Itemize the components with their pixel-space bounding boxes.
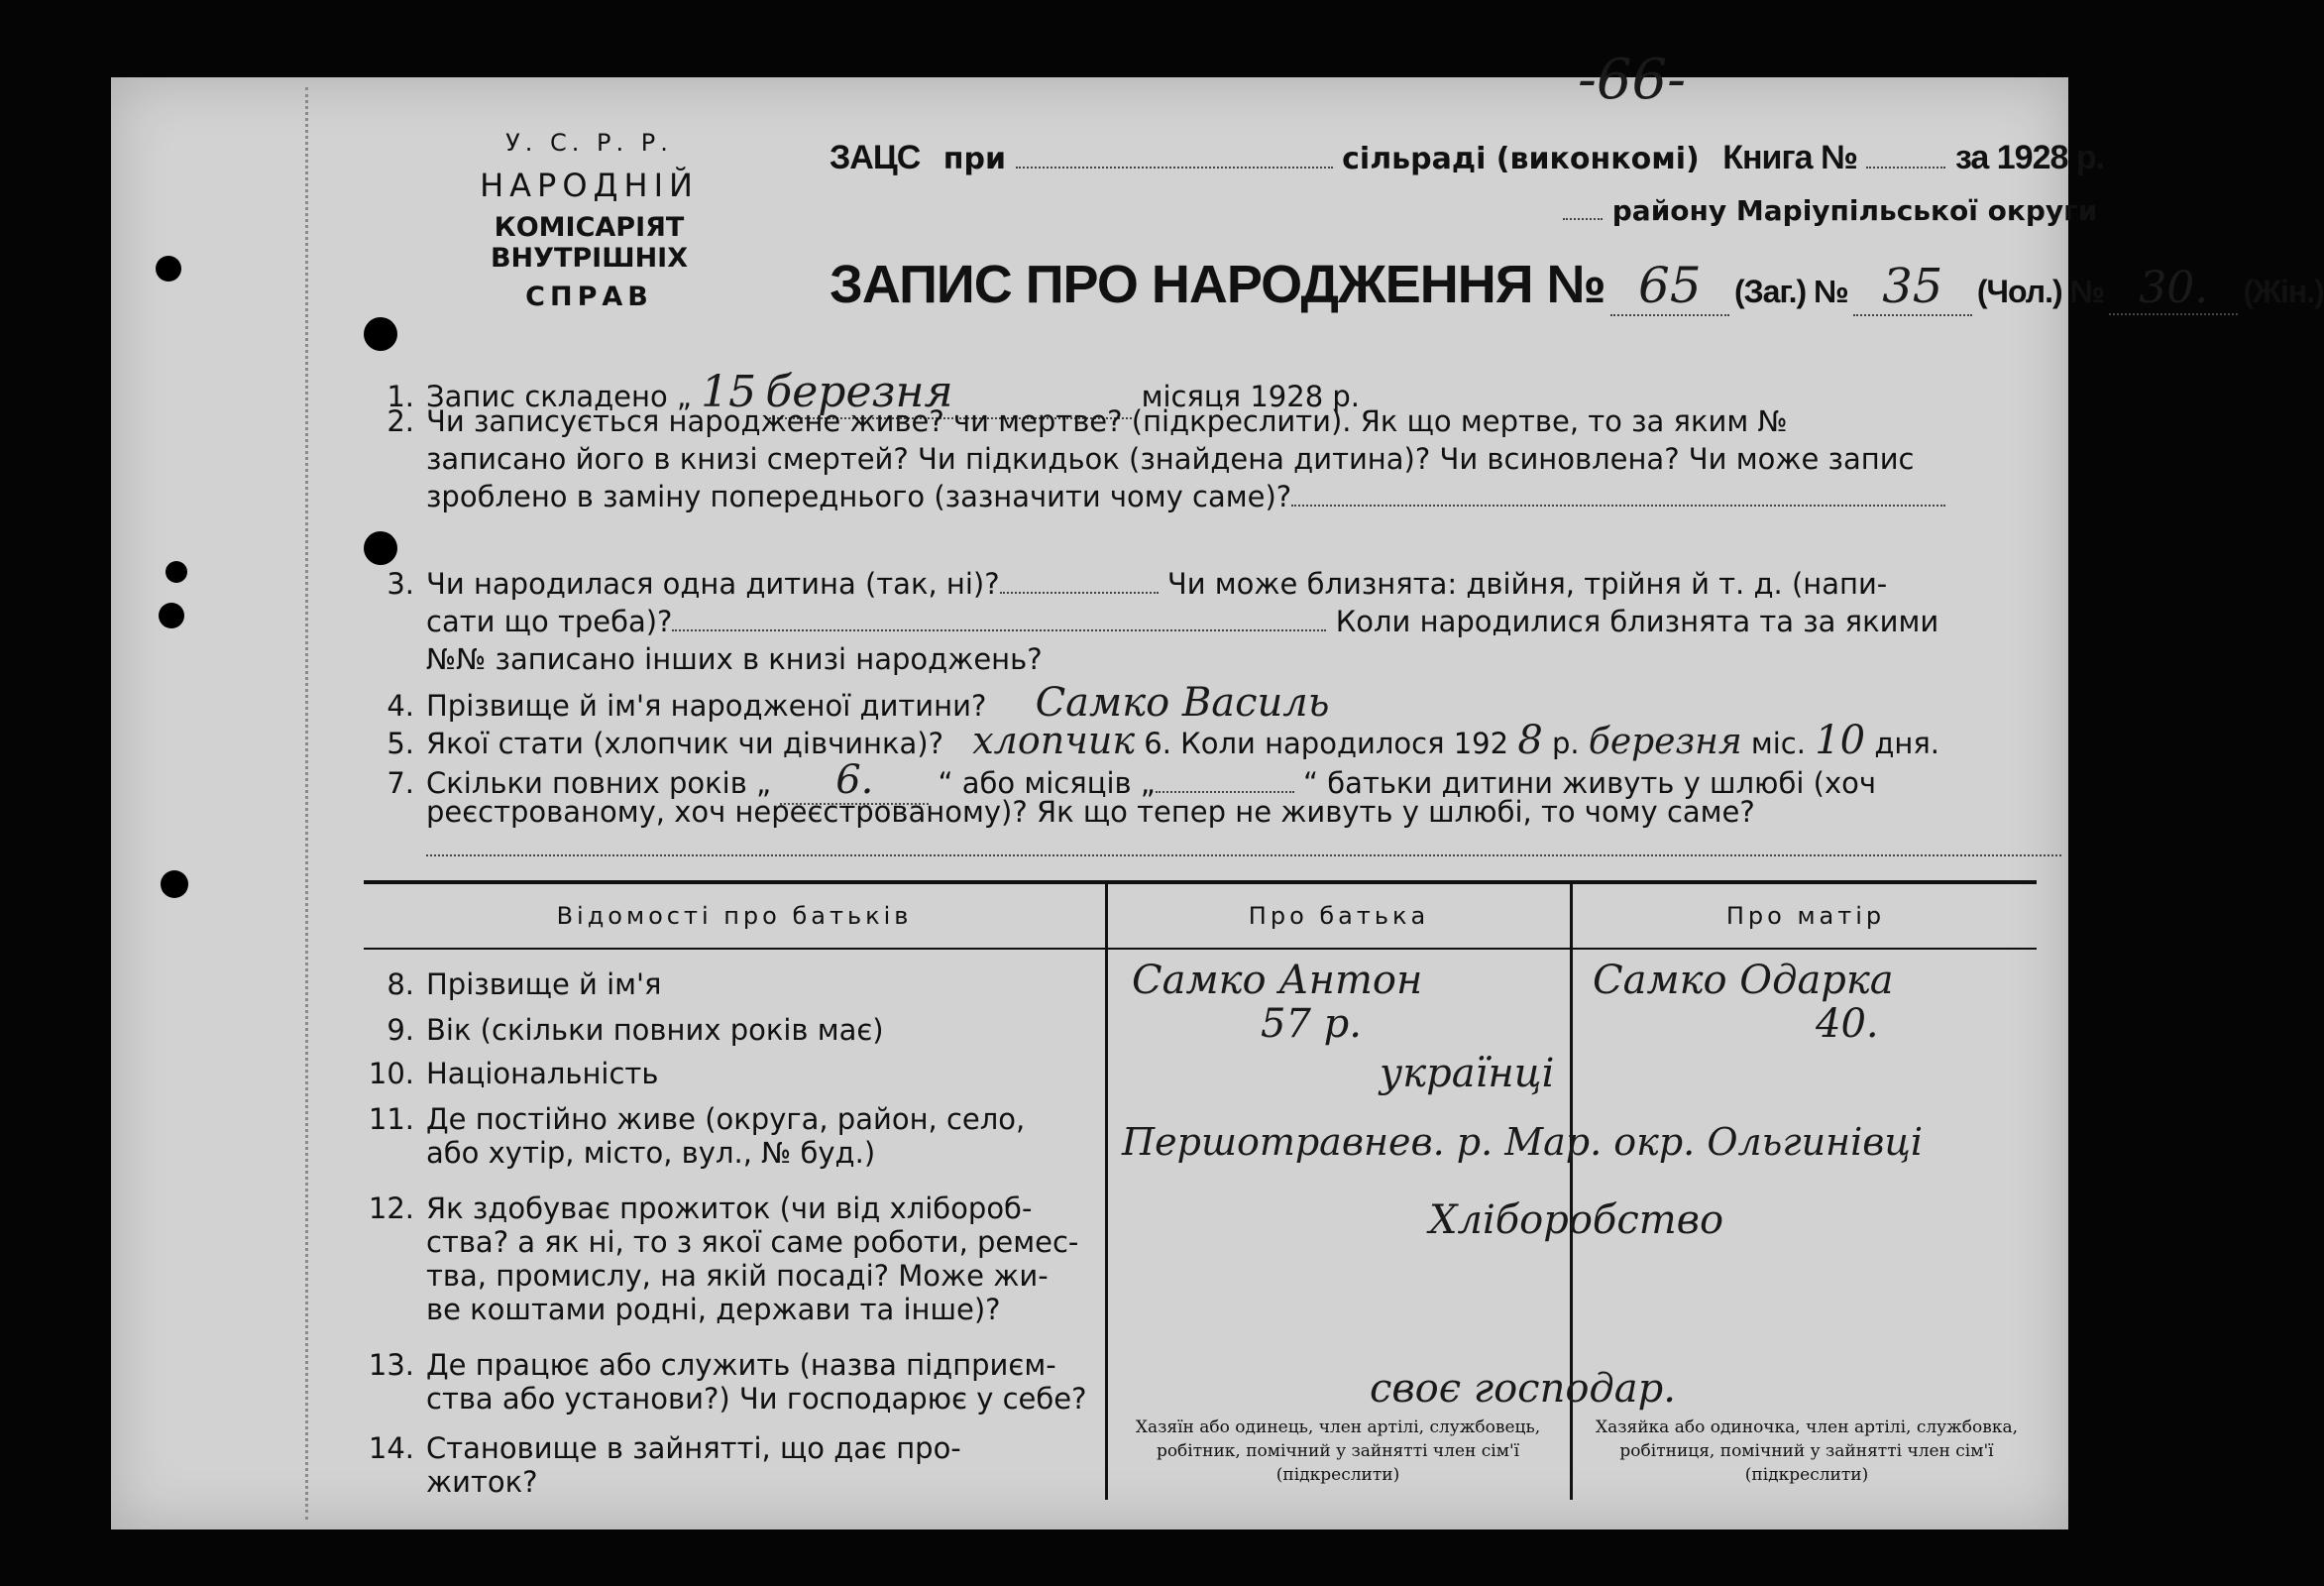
zags-label: ЗАЦС [830,139,921,176]
mother-name: Самко Одарка [1593,958,1894,1003]
punch-hole [156,256,181,282]
question-3-line2: сати що треба)? Коли народилися близнята та за якими [426,605,1939,638]
table-row-14-line2: житок? [426,1465,538,1499]
table-row-10: 10. Національність [368,1057,659,1090]
header-line [830,139,2104,177]
book-label: Книга № [1722,139,1857,176]
question-2-line2: записано його в книзі смертей? Чи підкидьок (знайдена дитина)? Чи всиновлена? Чи може запис [426,442,1915,476]
marriage-years: 6. [780,757,929,805]
table-row-9: 9. Вік (скільки повних років має) [387,1013,884,1047]
punch-hole [159,603,184,628]
table-row-12-line3: тва, промислу, на якій посаді? Може жи- [426,1259,1049,1293]
birth-month: березня [1588,722,1742,762]
table-top-rule [364,880,2037,884]
birth-day: 10 [1815,718,1866,763]
child-sex: хлопчик [972,719,1136,762]
district-line [1563,194,2097,227]
punch-hole [364,317,397,351]
table-row-12: 12. Як здобуває прожиток (чи від хлібороб- [368,1191,1033,1225]
ministry-line4: СПРАВ [525,282,653,312]
year-label: за 1928 р. [1954,139,2105,176]
table-row-12-line2: ства? а як ні, то з якої саме роботи, ремес- [426,1225,1079,1259]
perforation-line [305,87,308,1520]
mother-status-options: Хазяйка або одиночка, член артілі, службовка, робітниця, помічний у зайнятті член сім'ї (підкреслити) [1595,1417,2019,1485]
record-title-line [830,254,2324,316]
q1-month: березня [765,367,1132,419]
ministry-line2: НАРОДНІЙ [480,167,699,204]
workplace: своє господар. [1370,1366,1676,1412]
table-row-13: 13. Де працює або служить (назва підприєм- [368,1348,1056,1382]
table-col-divider [1105,880,1108,1500]
question-7: 7. Скільки повних років „ 6. “ або місяців „ “ батьки дитини живуть у шлюбі (хоч [387,757,1876,803]
ministry-block [418,129,760,312]
question-1: 1. Запис складено „ 15 березня місяця 1928 р. [387,367,1360,417]
ministry-line3: КОМІСАРІЯТ ВНУТРІШНІХ [490,212,689,274]
punch-hole [166,561,187,583]
question-5: 5. Якої стати (хлопчик чи дівчинка)? хлопчик 6. Коли народилося 192 8 р. березня міс. 10 дня. [387,718,1940,763]
residence: Першотравнев. р. Мар. окр. Ольгинівці [1122,1120,1924,1164]
record-male-number: 35 [1853,259,1972,316]
female-label: (Жін.) [2243,274,2324,309]
mother-age: 40. [1816,1001,1879,1047]
question-2-line3: зроблено в заміну попереднього (зазначити чому саме)? [426,480,1945,513]
table-row-12-line4: ве коштами родні, держави та інше)? [426,1293,1001,1326]
table-row-8: 8. Прізвище й ім'я [387,967,662,1001]
table-header-mother: Про матір [1725,902,1886,930]
document-sheet [111,48,2324,1529]
table-row-13-line2: ства або установи?) Чи господарює у себе? [426,1382,1087,1416]
table-row-11-line2: або хутір, місто, вул., № буд.) [426,1136,876,1170]
table-header-rule [364,948,2037,950]
record-total-number: 65 [1610,257,1729,316]
child-name: Самко Василь [1035,680,1330,726]
record-title: ЗАПИС ПРО НАРОДЖЕННЯ № [830,255,1605,314]
male-label: (Чол.) № [1976,274,2105,309]
silradi-label: сільраді (виконкомі) [1342,142,1700,176]
birth-year-digit: 8 [1517,718,1543,763]
table-row-14: 14. Становище в зайнятті, що дає про- [368,1431,961,1465]
table-row-11: 11. Де постійно живе (округа, район, село, [368,1102,1026,1136]
question-2: 2. Чи записується народжене живе? чи мертве? (підкреслити). Як що мертве, то за яким № [387,404,1788,438]
total-label: (Заг.) № [1733,274,1848,309]
question-3-line3: №№ записано інших в книзі народжень? [426,642,1043,676]
table-header-father: Про батька [1248,902,1430,930]
father-age: 57 р. [1261,1001,1362,1047]
father-status-options: Хазяїн або одинець, член артілі, службовець, робітник, помічний у зайнятті член сім'ї (підкреслити) [1135,1417,1541,1485]
pry-label: при [942,142,1007,176]
question-4: 4. Прізвище й ім'я народженої дитини? Самко Василь [387,680,1330,726]
blank-line [426,854,2061,856]
question-7-line2: реєстрованому, хоч нереєстрованому)? Як що тепер не живуть у шлюбі, то чому саме? [426,795,1755,829]
q1-day: 15 [701,367,757,417]
punch-hole [364,531,397,565]
father-name: Самко Антон [1132,958,1423,1003]
ministry-line1: У. С. Р. Р. [505,129,673,157]
income-source: Хліборобство [1429,1197,1724,1243]
question-3: 3. Чи народилася одна дитина (так, ні)? Чи може близнята: двійня, трійня й т. д. (напи- [387,567,1888,601]
punch-hole [161,870,188,898]
district-label: району Маріупільської округи [1611,194,2098,227]
table-header-parents: Відомості про батьків [556,902,913,930]
nationality: українці [1380,1051,1555,1096]
record-female-number: 30. [2109,263,2238,315]
page-number-handwritten: -66- [1578,48,1687,112]
